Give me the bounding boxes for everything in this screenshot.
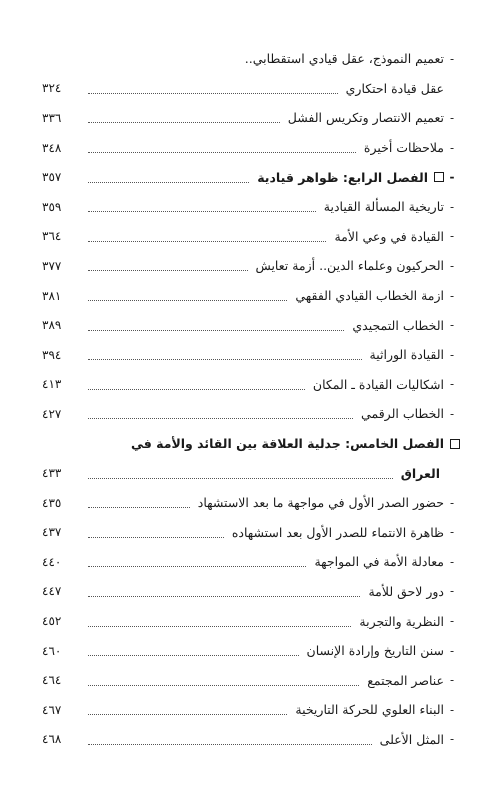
entry-title: القيادة في وعي الأمة bbox=[334, 228, 444, 244]
toc-entry bbox=[42, 133, 460, 163]
page-number: ٣٨١ bbox=[42, 288, 62, 303]
dot-leader bbox=[88, 152, 356, 153]
entry-title: ازمة الخطاب القيادي الفقهي bbox=[295, 288, 444, 304]
toc-entry bbox=[42, 370, 460, 400]
page-number: ٣٣٦ bbox=[42, 110, 62, 125]
toc-entry bbox=[42, 577, 460, 607]
list-dash: - bbox=[449, 525, 455, 540]
entry-title: تعميم الانتصار وتكريس الفشل bbox=[287, 110, 444, 126]
toc-entry bbox=[42, 310, 460, 340]
toc-entry bbox=[42, 44, 460, 74]
page-number: ٤٦٤ bbox=[42, 673, 62, 688]
toc-entry bbox=[42, 636, 460, 666]
page-number: ٣٧٧ bbox=[42, 258, 62, 273]
dot-leader bbox=[88, 300, 287, 301]
list-dash: - bbox=[449, 258, 455, 273]
dot-leader bbox=[88, 211, 316, 212]
dot-leader bbox=[88, 359, 362, 360]
dot-leader bbox=[88, 122, 280, 123]
dot-leader bbox=[88, 478, 393, 479]
toc-entry bbox=[42, 340, 460, 370]
list-dash: - bbox=[449, 673, 455, 688]
page-number: ٤١٣ bbox=[42, 377, 62, 392]
entry-title: دور لاحق للأمة bbox=[368, 583, 444, 599]
list-dash: - bbox=[449, 377, 455, 392]
dot-leader bbox=[88, 418, 353, 419]
list-dash: - bbox=[449, 643, 455, 658]
dot-leader bbox=[88, 537, 224, 538]
list-dash: - bbox=[449, 614, 455, 629]
toc-chapter-entry bbox=[42, 162, 460, 192]
toc-entry bbox=[42, 695, 460, 725]
entry-title: سنن التاريخ وإرادة الإنسان bbox=[306, 643, 444, 659]
chapter-title-continued: العراق bbox=[400, 465, 440, 481]
list-dash: - bbox=[449, 140, 455, 155]
dot-leader bbox=[88, 626, 351, 627]
list-dash: - bbox=[449, 732, 455, 747]
entry-title: عقل قيادة احتكاري bbox=[345, 80, 444, 96]
page-number: ٣٢٤ bbox=[42, 81, 62, 96]
toc-entry bbox=[42, 251, 460, 281]
entry-title: ملاحظات أخيرة bbox=[363, 140, 444, 156]
entry-title: الحركيون وعلماء الدين.. أزمة تعايش bbox=[255, 258, 444, 274]
toc-entry bbox=[42, 518, 460, 548]
entry-title: ظاهرة الانتماء للصدر الأول بعد استشهاده bbox=[231, 524, 444, 540]
dot-leader bbox=[88, 566, 306, 567]
dot-leader bbox=[88, 596, 360, 597]
list-dash: - bbox=[449, 318, 455, 333]
entry-title: حضور الصدر الأول في مواجهة ما بعد الاستشهاد bbox=[197, 495, 444, 511]
page-number: ٣٦٤ bbox=[42, 229, 62, 244]
entry-title: تاريخية المسألة القيادية bbox=[323, 199, 444, 215]
entry-title: معادلة الأمة في المواجهة bbox=[314, 554, 444, 570]
page-number: ٣٥٩ bbox=[42, 199, 62, 214]
list-dash: - bbox=[449, 702, 455, 717]
toc-entry bbox=[42, 665, 460, 695]
toc-chapter-entry bbox=[42, 458, 460, 488]
list-dash: - bbox=[449, 495, 455, 510]
dot-leader bbox=[88, 270, 248, 271]
table-of-contents bbox=[42, 44, 460, 754]
toc-entry bbox=[42, 399, 460, 429]
page-number: ٣٤٨ bbox=[42, 140, 62, 155]
page-number: ٤٦٨ bbox=[42, 732, 62, 747]
toc-entry bbox=[42, 222, 460, 252]
checkbox-icon bbox=[434, 172, 444, 182]
page-number: ٤٢٧ bbox=[42, 406, 62, 421]
list-dash: - bbox=[449, 170, 455, 185]
page-number: ٤٣٥ bbox=[42, 495, 62, 510]
dot-leader bbox=[88, 389, 305, 390]
dot-leader bbox=[88, 330, 344, 331]
entry-title: القيادة الوراثية bbox=[369, 347, 444, 363]
dot-leader bbox=[88, 744, 372, 745]
page-number: ٤٤٧ bbox=[42, 584, 62, 599]
dot-leader bbox=[88, 507, 190, 508]
list-dash: - bbox=[449, 229, 455, 244]
dot-leader bbox=[88, 685, 359, 686]
list-dash: - bbox=[449, 199, 455, 214]
dot-leader bbox=[88, 714, 287, 715]
dot-leader bbox=[88, 182, 249, 183]
page-number: ٤٣٣ bbox=[42, 466, 62, 481]
page-number: ٣٩٤ bbox=[42, 347, 62, 362]
entry-title: الخطاب التمجيدي bbox=[352, 317, 444, 333]
page-number: ٤٣٧ bbox=[42, 525, 62, 540]
list-dash: - bbox=[449, 110, 455, 125]
toc-entry bbox=[42, 606, 460, 636]
list-dash: - bbox=[449, 347, 455, 362]
entry-title: تعميم النموذج، عقل قيادي استقطابي.. bbox=[244, 51, 444, 67]
chapter-title: الفصل الرابع: ظواهر قيادية bbox=[257, 169, 428, 185]
list-dash: - bbox=[449, 406, 455, 421]
dot-leader bbox=[88, 655, 299, 656]
toc-entry bbox=[42, 192, 460, 222]
page-number: ٣٨٩ bbox=[42, 318, 62, 333]
page-number: ٤٥٢ bbox=[42, 614, 62, 629]
entry-title: النظرية والتجربة bbox=[359, 613, 444, 629]
list-dash: - bbox=[449, 554, 455, 569]
toc-entry bbox=[42, 547, 460, 577]
entry-title: الخطاب الرقمي bbox=[361, 406, 444, 422]
toc-entry bbox=[42, 488, 460, 518]
toc-entry bbox=[42, 725, 460, 755]
dot-leader bbox=[88, 241, 326, 242]
list-dash: - bbox=[449, 288, 455, 303]
entry-title: اشكاليات القيادة ـ المكان bbox=[312, 376, 444, 392]
entry-title: المثل الأعلى bbox=[379, 731, 444, 747]
page-number: ٤٦٠ bbox=[42, 643, 62, 658]
dot-leader bbox=[88, 93, 338, 94]
entry-title: عناصر المجتمع bbox=[367, 672, 444, 688]
list-dash: - bbox=[449, 51, 455, 66]
toc-entry bbox=[42, 103, 460, 133]
page-number: ٤٦٧ bbox=[42, 702, 62, 717]
toc-chapter-entry bbox=[42, 429, 460, 459]
entry-title: البناء العلوي للحركة التاريخية bbox=[295, 702, 444, 718]
chapter-title: الفصل الخامس: جدلية العلاقة بين القائد والأمة في bbox=[130, 436, 444, 452]
list-dash: - bbox=[449, 584, 455, 599]
page-number: ٤٤٠ bbox=[42, 554, 62, 569]
page-number: ٣٥٧ bbox=[42, 170, 62, 185]
checkbox-icon bbox=[450, 439, 460, 449]
toc-entry bbox=[42, 281, 460, 311]
toc-entry bbox=[42, 74, 460, 104]
